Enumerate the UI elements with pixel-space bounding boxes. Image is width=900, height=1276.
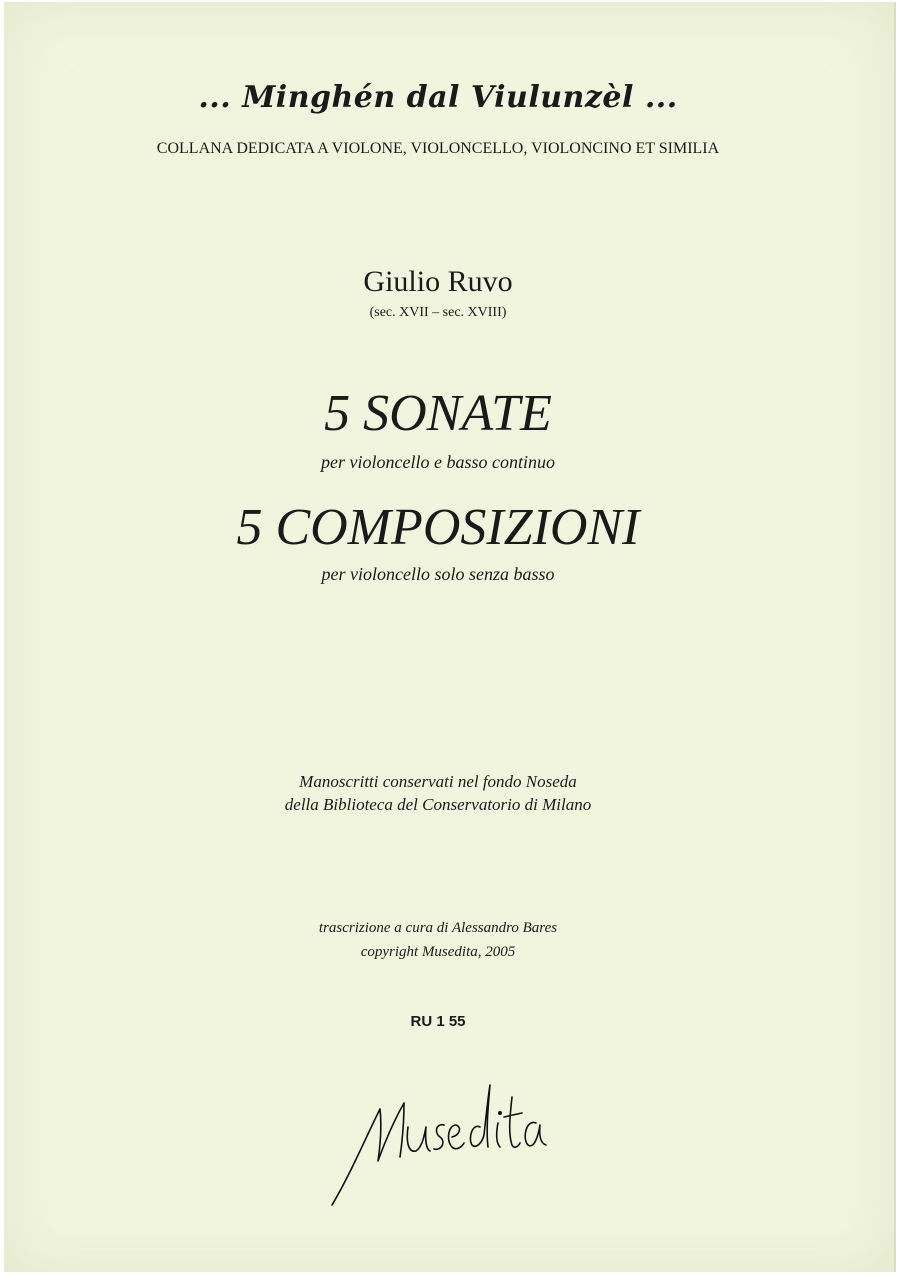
work-title-composizioni: 5 COMPOSIZIONI	[236, 499, 640, 556]
manuscript-line-2: della Biblioteca del Conservatorio di Milano	[284, 795, 592, 814]
musedita-signature-logo	[322, 1057, 572, 1217]
composer-dates: (sec. XVII – sec. XVIII)	[369, 305, 507, 320]
work-subtitle-composizioni: per violoncello solo senza basso	[321, 564, 555, 584]
work-title-sonate: 5 SONATE	[324, 385, 552, 442]
manuscript-line-1: Manoscritti conservati nel fondo Noseda	[299, 772, 577, 791]
work-subtitle-sonate: per violoncello e basso continuo	[321, 452, 555, 472]
catalog-code: RU 1 55	[410, 1013, 466, 1030]
composer-name: Giulio Ruvo	[363, 265, 513, 298]
transcription-credit: trascrizione a cura di Alessandro Bares	[318, 920, 558, 936]
series-subtitle: COLLANA DEDICATA A VIOLONE, VIOLONCELLO, VIOLONCINO ET SIMILIA	[156, 140, 720, 157]
series-title: ... Minghén dal Viulunzèl ...	[198, 80, 678, 115]
score-cover-page	[4, 2, 896, 1272]
copyright-notice: copyright Musedita, 2005	[360, 944, 516, 960]
